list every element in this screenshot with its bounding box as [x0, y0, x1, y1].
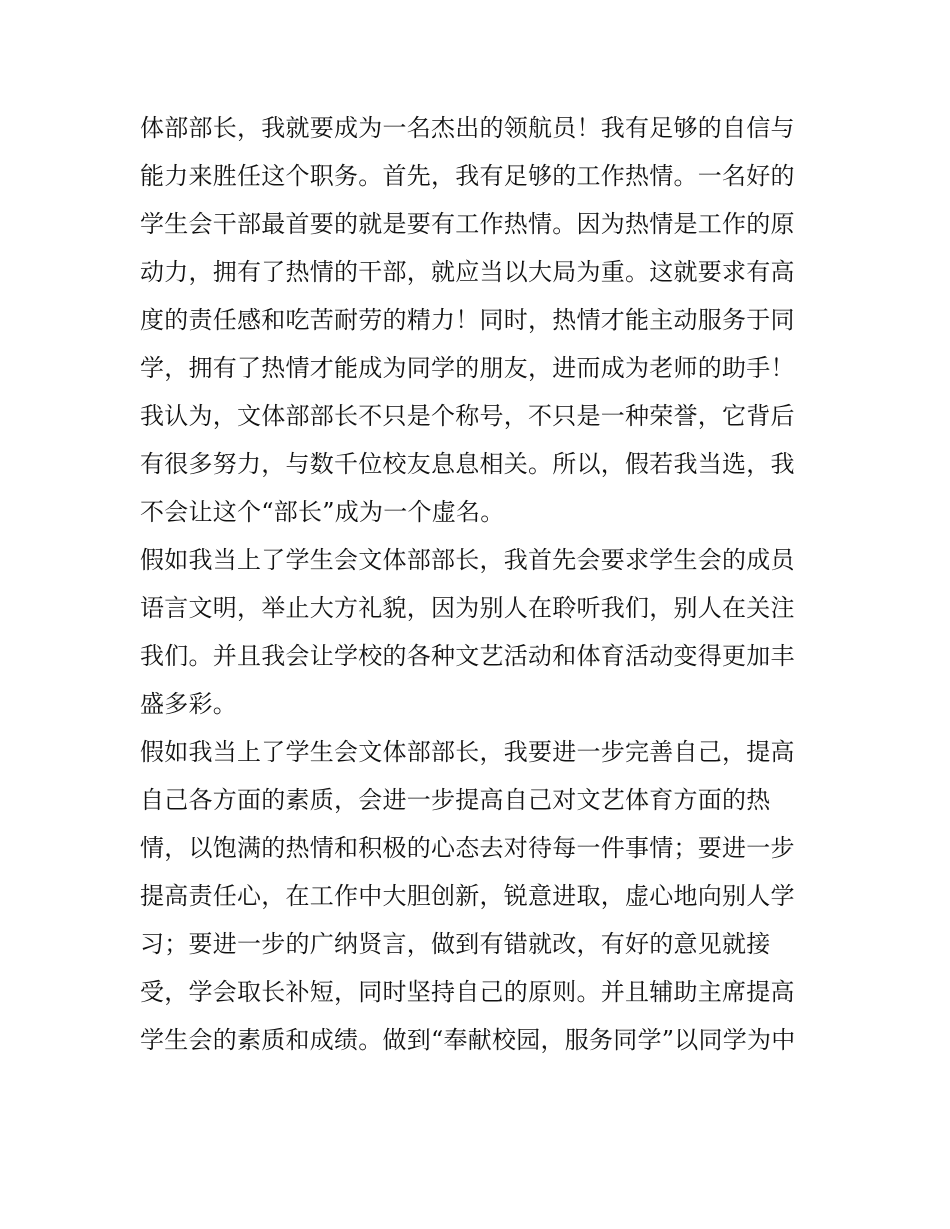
text-line: 习；要进一步的广纳贤言，做到有错就改，有好的意见就接	[140, 930, 771, 958]
text-line: 我认为，文体部部长不只是个称号，不只是一种荣誉，它背后	[140, 402, 795, 430]
text-line: 度的责任感和吃苦耐劳的精力！同时，热情才能主动服务于同	[140, 306, 795, 334]
text-line: 我们。并且我会让学校的各种文艺活动和体育活动变得更加丰	[140, 642, 795, 670]
text-line: 动力，拥有了热情的干部，就应当以大局为重。这就要求有高	[140, 258, 795, 286]
text-line: 情，以饱满的热情和积极的心态去对待每一件事情；要进一步	[140, 834, 795, 862]
text-line: 有很多努力，与数千位校友息息相关。所以，假若我当选，我	[140, 450, 795, 478]
text-line: 学，拥有了热情才能成为同学的朋友，进而成为老师的助手！	[140, 354, 795, 382]
text-line: 不会让这个“部长”成为一个虚名。	[140, 498, 505, 526]
text-line: 学生会干部最首要的就是要有工作热情。因为热情是工作的原	[140, 210, 795, 238]
text-line: 能力来胜任这个职务。首先，我有足够的工作热情。一名好的	[140, 162, 795, 190]
text-line: 体部部长，我就要成为一名杰出的领航员！我有足够的自信与	[140, 114, 795, 142]
text-line: 盛多彩。	[140, 690, 237, 718]
text-line: 学生会的素质和成绩。做到“奉献校园，服务同学”以同学为中	[140, 1026, 796, 1054]
text-line: 自己各方面的素质，会进一步提高自己对文艺体育方面的热	[140, 786, 771, 814]
text-line: 语言文明，举止大方礼貌，因为别人在聆听我们，别人在关注	[140, 594, 795, 622]
body-text	[140, 104, 820, 1064]
text-line: 假如我当上了学生会文体部部长，我要进一步完善自己，提高	[140, 738, 795, 766]
text-line: 受，学会取长补短，同时坚持自己的原则。并且辅助主席提高	[140, 978, 795, 1006]
text-line: 提高责任心，在工作中大胆创新，锐意进取，虚心地向别人学	[140, 882, 795, 910]
text-line: 假如我当上了学生会文体部部长，我首先会要求学生会的成员	[140, 546, 795, 574]
